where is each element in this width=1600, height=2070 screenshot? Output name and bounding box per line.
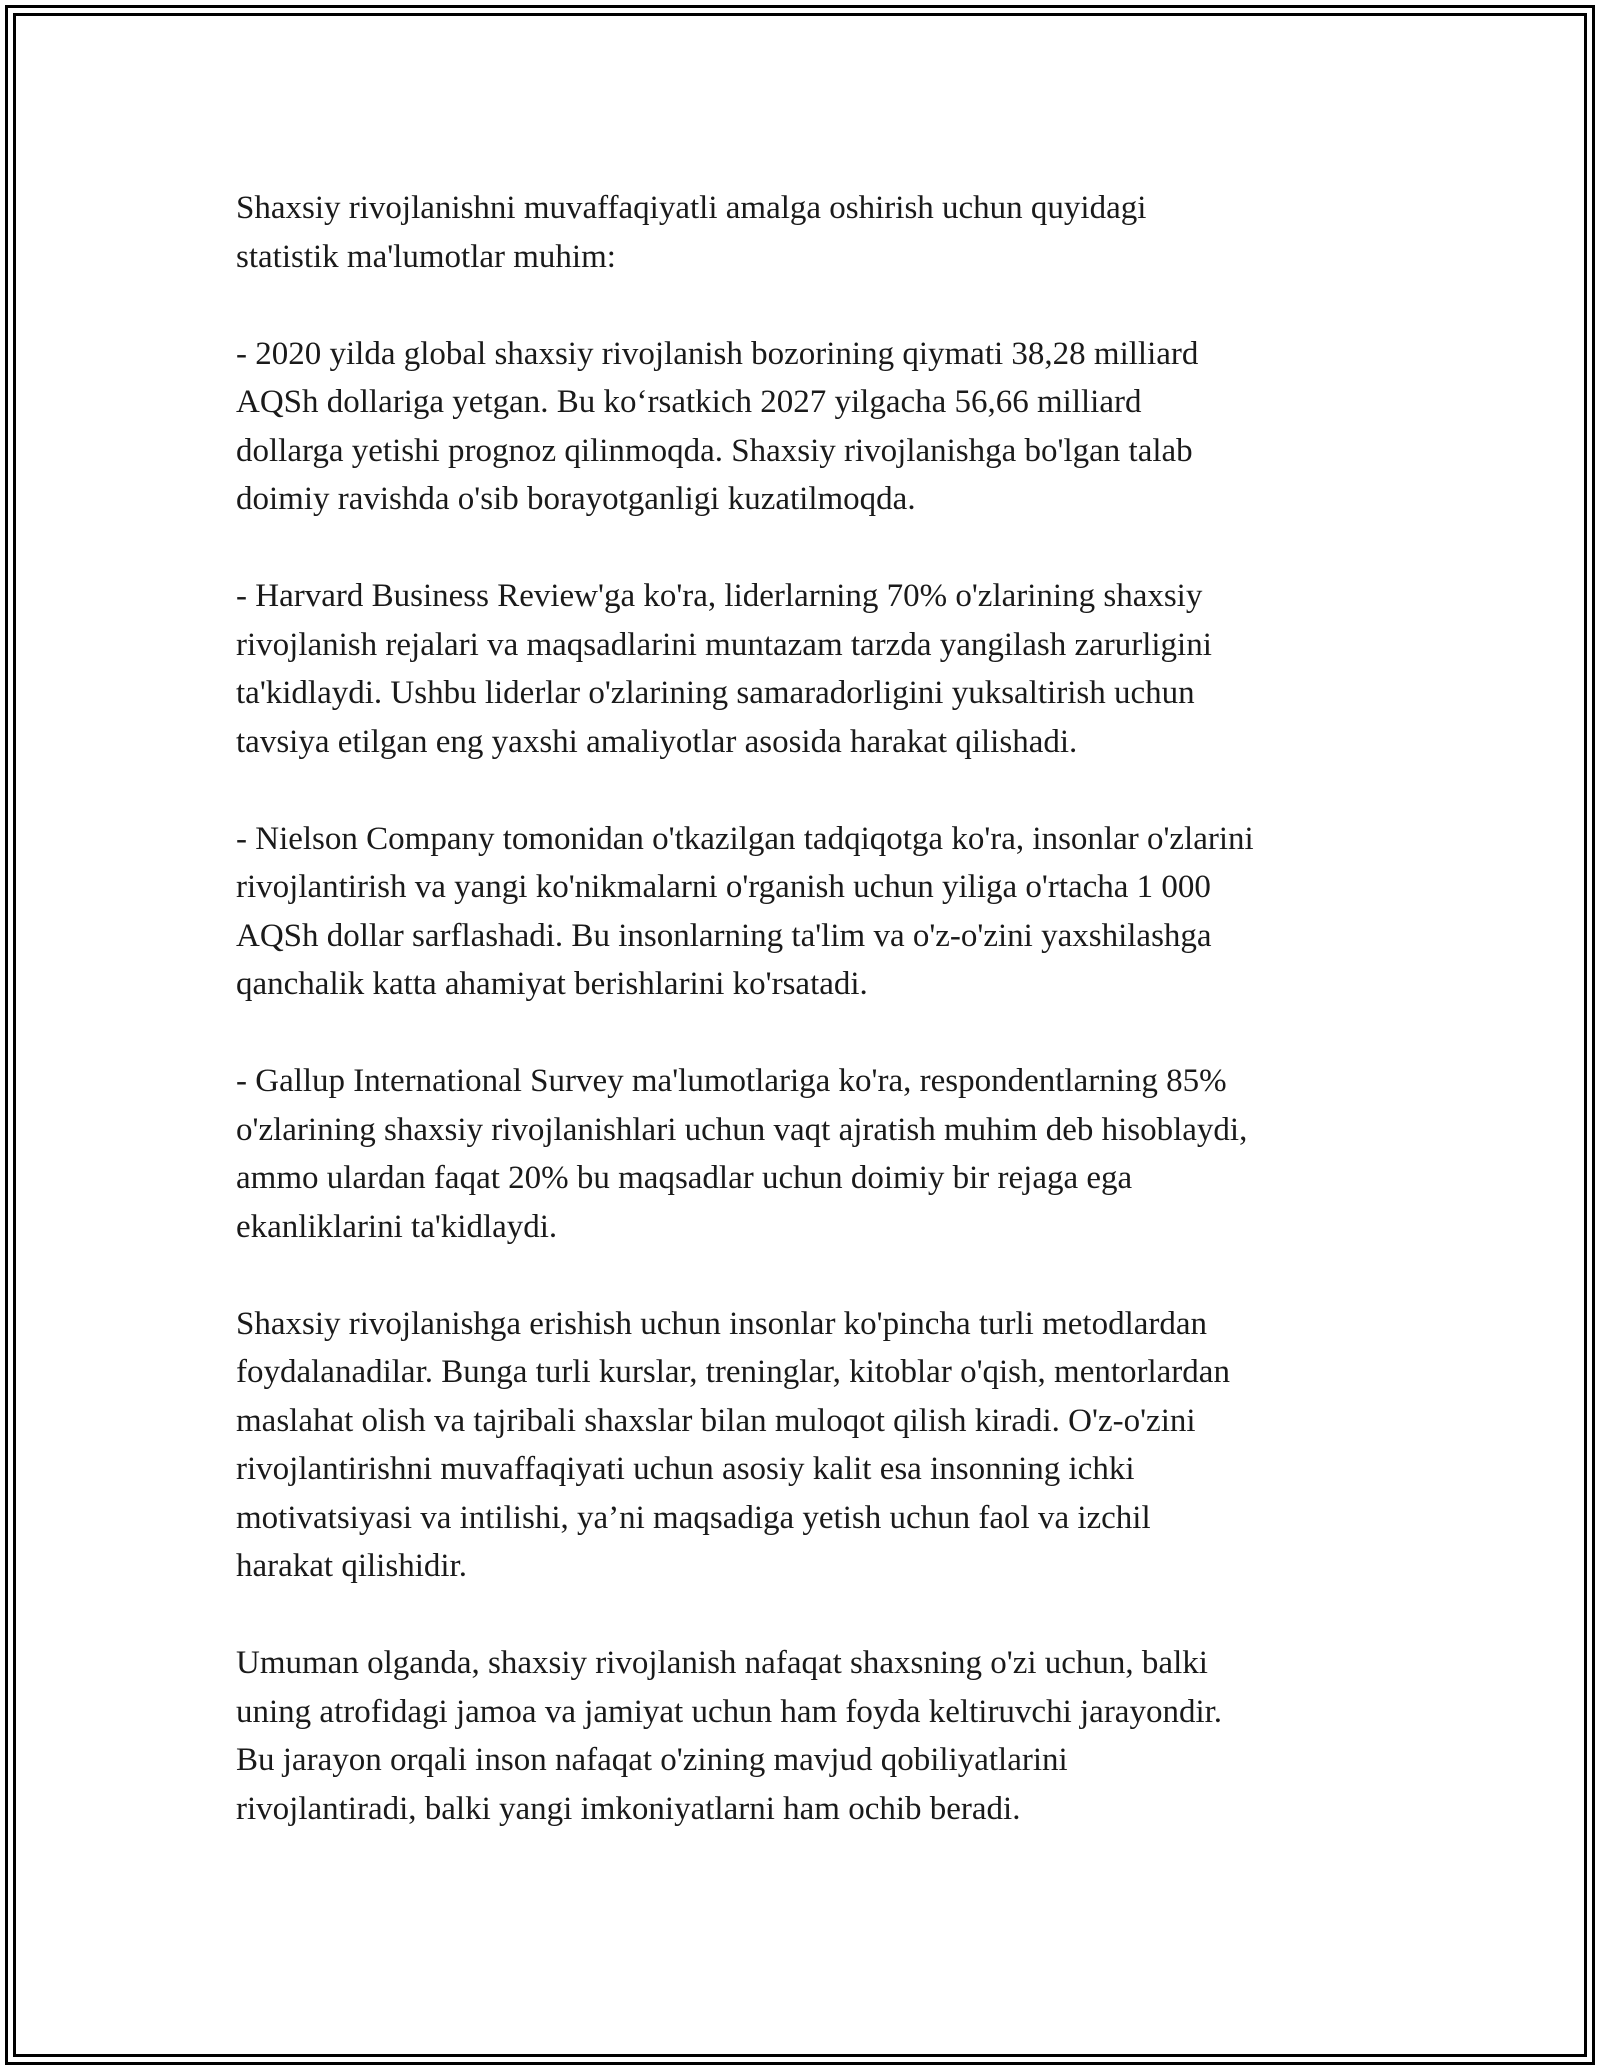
conclusion-paragraph: Umuman olganda, shaxsiy rivojlanish nafaqat shaxsning o'zi uchun, balki uning atrofidagi jamoa va jamiyat uchun ham foyda keltiruvchi jarayondir. Bu jarayon orqali inson nafaqat o'zining mavjud qobiliyatlarini rivojlantiradi, balki yangi imkoniyatlarni ham ochib beradi. [236, 1645, 1223, 1827]
methods-paragraph: Shaxsiy rivojlanishga erishish uchun insonlar ko'pincha turli metodlardan foydalanadilar. Bunga turli kurslar, treninglar, kitoblar o'qish, mentorlardan maslahat olish va tajribali shaxslar bilan muloqot qilish kiradi. O'z-o'zini rivojlantirishni muvaffaqiyati uchun asosiy kalit esa insonning ichki motivatsiyasi va intilishi, ya’ni maqsadiga yetish uchun faol va izchil harakat qilishidir. [236, 1305, 1230, 1584]
market-value-paragraph: - 2020 yilda global shaxsiy rivojlanish bozorining qiymati 38,28 milliard AQSh dollariga yetgan. Bu ko‘rsatkich 2027 yilgacha 56,66 milliard dollarga yetishi prognoz qilinmoqda. Shaxsiy rivojlanishga bo'lgan talab doimiy ravishda o'sib borayotganligi kuzatilmoqda. [236, 335, 1199, 517]
harvard-paragraph: - Harvard Business Review'ga ko'ra, liderlarning 70% o'zlarining shaxsiy rivojlanish rejalari va maqsadlarini muntazam tarzda yangilash zarurligini ta'kidlaydi. Ushbu liderlar o'zlarining samaradorligini yuksaltirish uchun tavsiya etilgan eng yaxshi amaliyotlar asosida harakat qilishadi. [236, 578, 1212, 760]
intro-paragraph: Shaxsiy rivojlanishni muvaffaqiyatli amalga oshirish uchun quyidagi statistik ma'lumotlar muhim: [236, 190, 1147, 275]
nielson-paragraph: - Nielson Company tomonidan o'tkazilgan tadqiqotga ko'ra, insonlar o'zlarini rivojlantirish va yangi ko'nikmalarni o'rganish uchun yiliga o'rtacha 1 000 AQSh dollar sarflashadi. Bu insonlarning ta'lim va o'z-o'zini yaxshilashga qanchalik katta ahamiyat berishlarini ko'rsatadi. [236, 820, 1254, 1002]
document-body [236, 184, 1376, 1882]
gallup-paragraph: - Gallup International Survey ma'lumotlariga ko'ra, respondentlarning 85% o'zlarining shaxsiy rivojlanishlari uchun vaqt ajratish muhim deb hisoblaydi, ammo ulardan faqat 20% bu maqsadlar uchun doimiy bir rejaga ega ekanliklarini ta'kidlaydi. [236, 1063, 1248, 1245]
